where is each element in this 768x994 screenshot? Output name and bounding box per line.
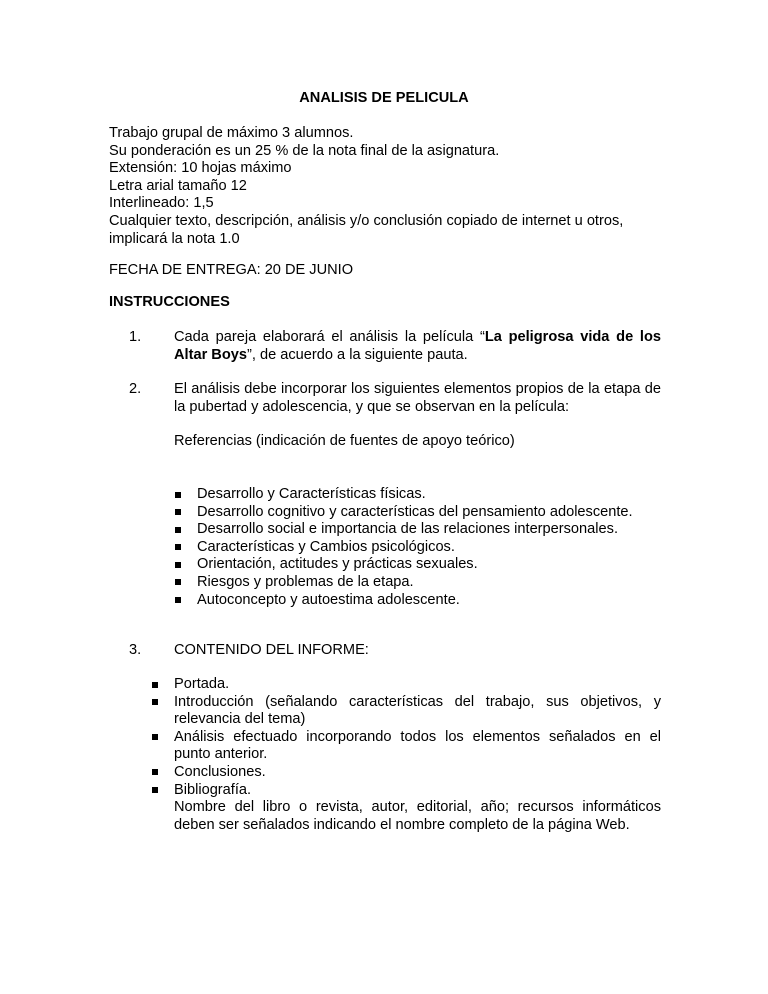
intro-line: Extensión: 10 hojas máximo [109,160,292,177]
square-bullet-icon [152,699,158,705]
report-contents-heading: CONTENIDO DEL INFORME: [174,642,369,658]
list-item: Desarrollo y Características físicas. [174,486,664,504]
list-item: Orientación, actitudes y prácticas sexuales. [174,556,664,574]
intro-line: Interlineado: 1,5 [109,195,214,212]
references-line: Referencias (indicación de fuentes de apoyo teórico) [174,433,515,449]
square-bullet-icon [152,787,158,793]
intro-line: Su ponderación es un 25 % de la nota final de la asignatura. [109,142,500,159]
list-item: Autoconcepto y autoestima adolescente. [174,592,664,610]
intro-line: implicará la nota 1.0 [109,230,240,247]
instructions-heading: INSTRUCCIONES [109,294,230,310]
intro-line: Trabajo grupal de máximo 3 alumnos. [109,125,354,141]
list-item: Desarrollo cognitivo y características del pensamiento adolescente. [174,504,664,522]
list-item: Análisis efectuado incorporando todos los elementos señalados en el punto anterior. [151,729,661,764]
document-title: ANALISIS DE PELICULA [299,90,469,106]
square-bullet-icon [175,509,181,515]
film-title: La peligrosa vida de los Altar Boys [174,329,662,363]
deadline: FECHA DE ENTREGA: 20 DE JUNIO [109,262,354,278]
square-bullet-icon [175,544,181,550]
report-contents-list [151,676,661,834]
intro-line: Cualquier texto, descripción, análisis y/o conclusión copiado de internet u otros, [109,212,624,229]
square-bullet-icon [175,492,181,498]
list-item: Bibliografía. Nombre del libro o revista, autor, editorial, año; recursos informáticos deben ser señalados indicando el nombre completo de la página Web. [151,782,661,835]
square-bullet-icon [175,527,181,533]
item-number: 3. [129,642,142,658]
item-number: 1. [129,329,142,345]
item-1-text-after: ”, de acuerdo a la siguiente pauta. [247,346,468,363]
list-item: Riesgos y problemas de la etapa. [174,574,664,592]
bibliography-note: deben ser señalados indicando el nombre completo de la página Web. [174,816,630,833]
item-number: 2. [129,381,142,397]
item-1-text [174,329,661,364]
list-item: Desarrollo social e importancia de las relaciones interpersonales. [174,521,664,539]
square-bullet-icon [152,734,158,740]
square-bullet-icon [152,682,158,688]
list-item: Introducción (señalando características del trabajo, sus objetivos, y relevancia del tema) [151,694,661,729]
bibliography-note: Nombre del libro o revista, autor, editorial, año; recursos informáticos [174,799,661,816]
square-bullet-icon [175,579,181,585]
list-item: Portada. [151,676,661,694]
intro-block [109,125,669,248]
item-2-text: El análisis debe incorporar los siguientes elementos propios de la etapa de la pubertad y adolescencia, y que se observan en la película: [174,381,661,415]
list-item: Características y Cambios psicológicos. [174,539,664,557]
development-bullet-list [174,486,664,609]
square-bullet-icon [175,562,181,568]
intro-line: Letra arial tamaño 12 [109,177,247,194]
square-bullet-icon [175,597,181,603]
item-1-text-before: Cada pareja elaborará el análisis la película “ [174,329,485,345]
list-item: Conclusiones. [151,764,661,782]
square-bullet-icon [152,769,158,775]
